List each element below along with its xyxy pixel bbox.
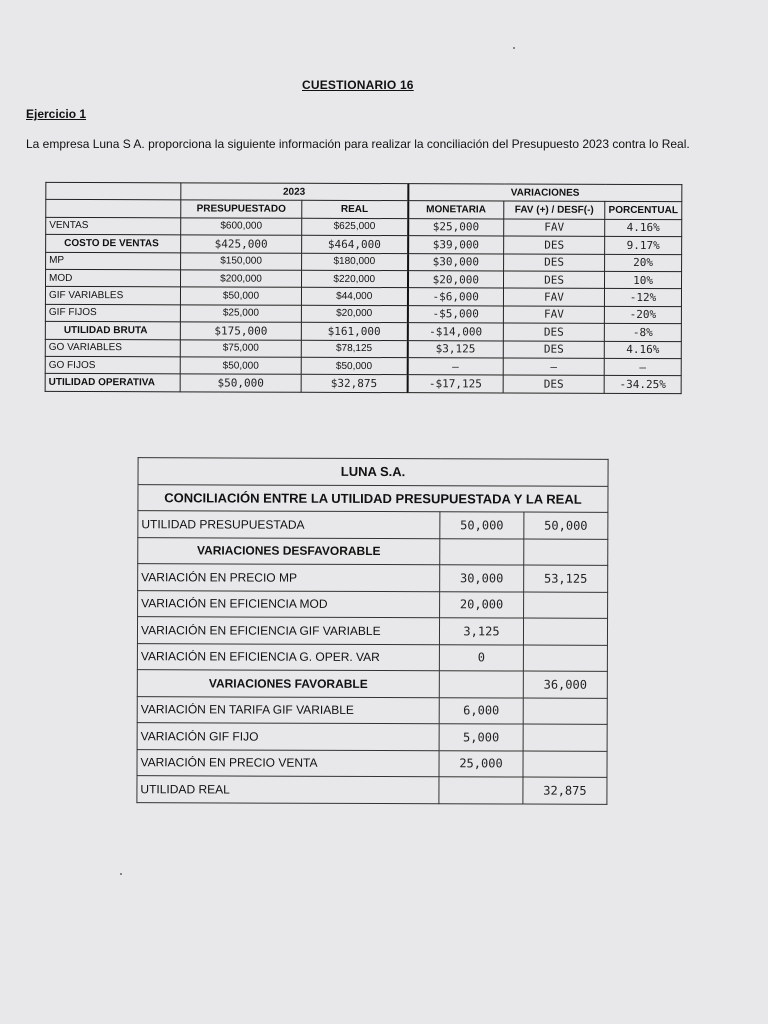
table-row bbox=[137, 696, 607, 724]
row-label: VARIACIÓN EN PRECIO VENTA bbox=[137, 749, 439, 777]
group-header-variations: VARIACIONES bbox=[408, 184, 682, 202]
row-label: UTILIDAD BRUTA bbox=[45, 322, 180, 340]
row-label: VARIACIÓN GIF FIJO bbox=[137, 723, 439, 751]
value-cell-a: 6,000 bbox=[439, 697, 523, 724]
exercise-heading: Ejercicio 1 bbox=[26, 107, 87, 121]
value-cell-a: 3,125 bbox=[439, 618, 523, 645]
table-row bbox=[138, 537, 608, 565]
value-cell-a: 30,000 bbox=[440, 565, 524, 592]
cell-monetaria: -$17,125 bbox=[407, 375, 503, 393]
table-row bbox=[46, 235, 682, 255]
paper-speck bbox=[513, 47, 515, 49]
col-header-presupuestado: PRESUPUESTADO bbox=[181, 200, 302, 218]
cell-porcentual: 9.17% bbox=[605, 237, 682, 255]
row-label: VARIACIÓN EN EFICIENCIA GIF VARIABLE bbox=[137, 617, 439, 645]
row-label: UTILIDAD PRESUPUESTADA bbox=[138, 511, 440, 539]
cell-fav: — bbox=[503, 358, 604, 376]
table-row bbox=[46, 252, 682, 272]
table-row bbox=[137, 670, 607, 698]
cell-fav: FAV bbox=[503, 288, 604, 306]
row-label: VARIACIONES DESFAVORABLE bbox=[138, 537, 440, 565]
cell-real: $50,000 bbox=[301, 357, 407, 375]
row-label: UTILIDAD OPERATIVA bbox=[45, 374, 180, 392]
cell-presupuestado: $25,000 bbox=[180, 305, 301, 323]
value-cell-b: 53,125 bbox=[524, 565, 608, 592]
cell-porcentual: -20% bbox=[604, 306, 681, 324]
cell-presupuestado: $150,000 bbox=[181, 252, 302, 270]
row-label: MOD bbox=[46, 269, 181, 287]
cell-porcentual: — bbox=[604, 358, 681, 376]
cell-real: $625,000 bbox=[302, 218, 408, 236]
cell-presupuestado: $50,000 bbox=[180, 374, 301, 392]
col-header-monetaria: MONETARIA bbox=[408, 201, 504, 219]
table-row bbox=[138, 511, 608, 539]
table-row bbox=[137, 723, 607, 751]
cell-monetaria: $20,000 bbox=[407, 271, 503, 289]
cell-porcentual: -12% bbox=[604, 289, 681, 307]
cell-real: $32,875 bbox=[301, 375, 407, 393]
cell-porcentual: 4.16% bbox=[605, 219, 682, 237]
row-label: MP bbox=[46, 252, 181, 270]
cell-fav: DES bbox=[504, 254, 605, 272]
document-title: CUESTIONARIO 16 bbox=[302, 78, 414, 92]
cell-real: $220,000 bbox=[302, 270, 408, 288]
cell-porcentual: -34.25% bbox=[604, 376, 681, 394]
value-cell-b bbox=[523, 751, 607, 778]
row-label: GO VARIABLES bbox=[45, 339, 180, 357]
cell-fav: DES bbox=[503, 341, 604, 359]
cell-porcentual: 20% bbox=[605, 254, 682, 272]
cell-presupuestado: $50,000 bbox=[180, 287, 301, 305]
cell-real: $464,000 bbox=[302, 235, 408, 253]
cell-monetaria: -$6,000 bbox=[407, 288, 503, 306]
table-row bbox=[45, 339, 681, 359]
paper-speck bbox=[120, 873, 122, 875]
table-row bbox=[137, 643, 607, 671]
cell-porcentual: -8% bbox=[604, 323, 681, 341]
cell-monetaria: -$14,000 bbox=[407, 323, 503, 341]
budget-variance-table bbox=[45, 182, 683, 394]
value-cell-b: 32,875 bbox=[523, 777, 607, 804]
table-row bbox=[45, 374, 681, 394]
cell-monetaria: -$5,000 bbox=[407, 305, 503, 323]
row-label: VARIACIÓN EN EFICIENCIA G. OPER. VAR bbox=[137, 643, 439, 671]
cell-real: $44,000 bbox=[301, 288, 407, 306]
cell-presupuestado: $600,000 bbox=[181, 218, 302, 236]
company-name: LUNA S.A. bbox=[138, 458, 608, 486]
reconciliation-table bbox=[136, 457, 608, 804]
cell-porcentual: 10% bbox=[604, 271, 681, 289]
value-cell-a bbox=[439, 671, 523, 698]
group-header-year: 2023 bbox=[181, 183, 408, 201]
cell-fav: DES bbox=[504, 236, 605, 254]
row-label: VARIACIÓN EN TARIFA GIF VARIABLE bbox=[137, 696, 439, 724]
table-row bbox=[46, 217, 682, 237]
cell-fav: FAV bbox=[504, 219, 605, 237]
reconciliation-heading: CONCILIACIÓN ENTRE LA UTILIDAD PRESUPUESTADA Y LA REAL bbox=[138, 484, 608, 512]
value-cell-a: 20,000 bbox=[440, 591, 524, 618]
table-row bbox=[45, 322, 681, 342]
cell-real: $161,000 bbox=[301, 322, 407, 340]
table-row bbox=[137, 749, 607, 777]
row-label: VENTAS bbox=[46, 217, 181, 235]
cell-real: $180,000 bbox=[302, 253, 408, 271]
value-cell-b bbox=[523, 645, 607, 672]
value-cell-b bbox=[523, 618, 607, 645]
cell-porcentual: 4.16% bbox=[604, 341, 681, 359]
table-row bbox=[138, 564, 608, 592]
cell-monetaria: $30,000 bbox=[408, 253, 504, 271]
value-cell-a bbox=[439, 777, 523, 804]
row-label: VARIACIONES FAVORABLE bbox=[137, 670, 439, 698]
value-cell-b: 36,000 bbox=[523, 671, 607, 698]
cell-presupuestado: $75,000 bbox=[180, 339, 301, 357]
value-cell-a: 5,000 bbox=[439, 724, 523, 751]
cell-monetaria: $39,000 bbox=[408, 236, 504, 254]
value-cell-b bbox=[524, 592, 608, 619]
value-cell-b bbox=[523, 724, 607, 751]
row-label: COSTO DE VENTAS bbox=[46, 235, 181, 253]
col-header-porcentual: PORCENTUAL bbox=[605, 202, 682, 220]
cell-presupuestado: $425,000 bbox=[181, 235, 302, 253]
cell-fav: DES bbox=[503, 375, 604, 393]
table-row bbox=[46, 269, 682, 289]
intro-paragraph: La empresa Luna S A. proporciona la siguiente información para realizar la conciliación del Presupuesto 2023 contra lo Real. bbox=[26, 137, 690, 151]
table-row bbox=[45, 304, 681, 324]
row-label: GO FIJOS bbox=[45, 356, 180, 374]
row-label: UTILIDAD REAL bbox=[137, 776, 439, 804]
cell-real: $78,125 bbox=[301, 340, 407, 358]
table-row bbox=[137, 617, 607, 645]
col-header-fav-desf: FAV (+) / DESF(-) bbox=[504, 201, 605, 219]
value-cell-a: 0 bbox=[439, 644, 523, 671]
row-label: VARIACIÓN EN PRECIO MP bbox=[138, 564, 440, 592]
cell-fav: DES bbox=[503, 271, 604, 289]
cell-presupuestado: $50,000 bbox=[180, 357, 301, 375]
col-header-real: REAL bbox=[302, 201, 408, 219]
cell-monetaria: — bbox=[407, 358, 503, 376]
cell-monetaria: $3,125 bbox=[407, 340, 503, 358]
cell-real: $20,000 bbox=[301, 305, 407, 323]
table-row bbox=[45, 287, 681, 307]
row-label: GIF VARIABLES bbox=[45, 287, 180, 305]
cell-fav: DES bbox=[503, 323, 604, 341]
value-cell-a bbox=[440, 538, 524, 565]
value-cell-b bbox=[524, 539, 608, 566]
table-row bbox=[137, 776, 607, 804]
value-cell-a: 50,000 bbox=[440, 512, 524, 539]
cell-fav: FAV bbox=[503, 306, 604, 324]
row-label: GIF FIJOS bbox=[45, 304, 180, 322]
value-cell-a: 25,000 bbox=[439, 750, 523, 777]
table-row bbox=[45, 356, 681, 376]
value-cell-b: 50,000 bbox=[524, 512, 608, 539]
cell-presupuestado: $200,000 bbox=[181, 270, 302, 288]
cell-presupuestado: $175,000 bbox=[180, 322, 301, 340]
cell-monetaria: $25,000 bbox=[408, 218, 504, 236]
value-cell-b bbox=[523, 698, 607, 725]
row-label: VARIACIÓN EN EFICIENCIA MOD bbox=[138, 590, 440, 618]
table-row bbox=[138, 590, 608, 618]
